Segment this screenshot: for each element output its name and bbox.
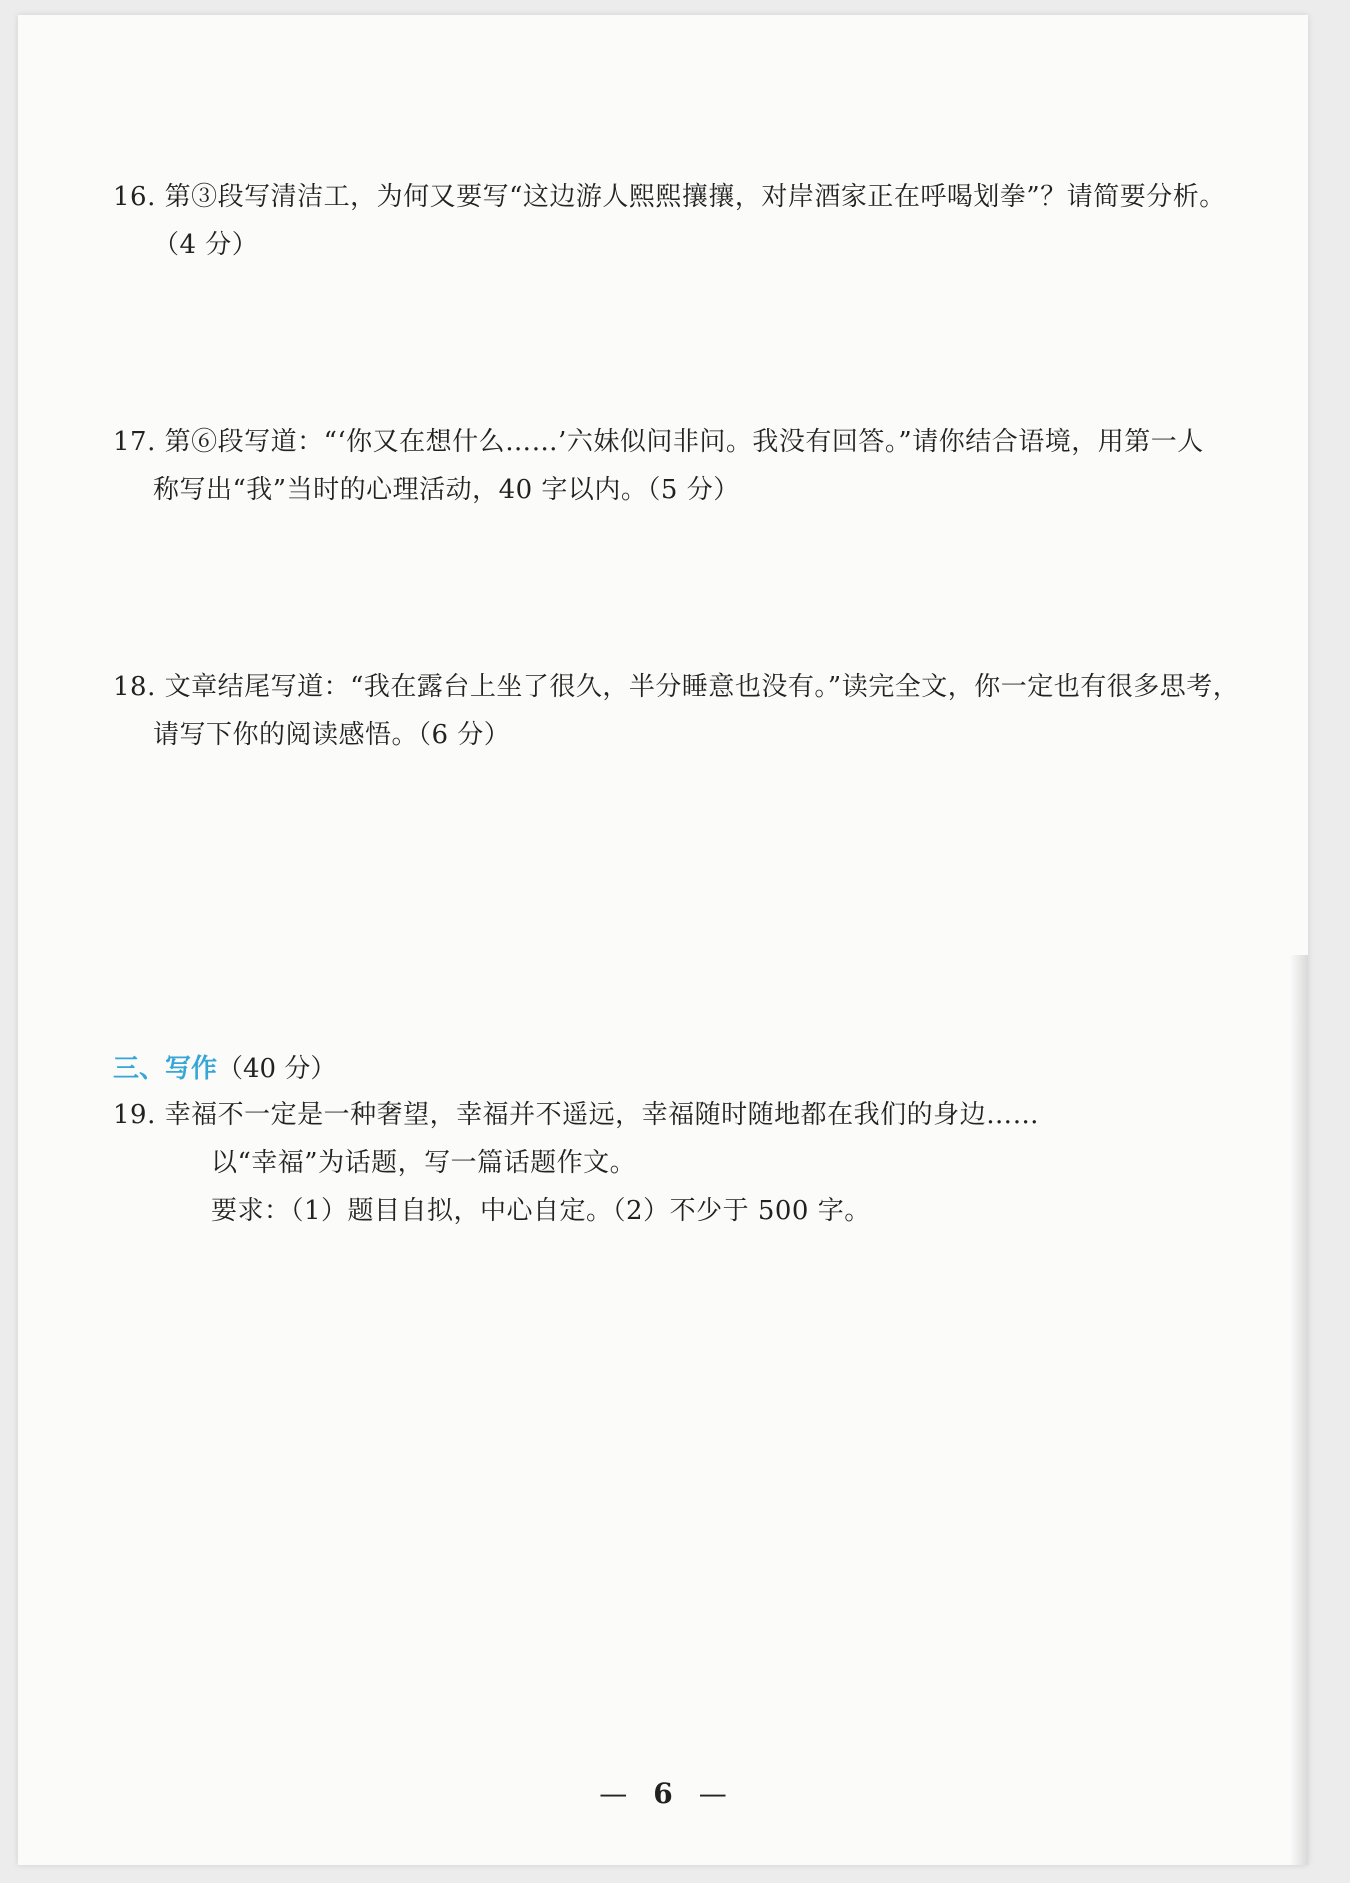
answer-space-19[interactable] — [113, 1255, 1293, 1735]
question-17-line-2: 称写出“我”当时的心理活动，40 字以内。（5 分） — [153, 475, 740, 505]
question-19 — [113, 1091, 1293, 1235]
essay-prompt: 19. 幸福不一定是一种奢望，幸福并不遥远，幸福随时随地都在我们的身边…… — [113, 1100, 1040, 1130]
question-18-line-1: 18. 文章结尾写道：“我在露台上坐了很久，半分睡意也没有。”读完全文，你一定也有很多思考， — [113, 672, 1240, 702]
essay-instruction: 以“幸福”为话题，写一篇话题作文。 — [211, 1148, 637, 1178]
question-18-line-2: 请写下你的阅读感悟。（6 分） — [153, 720, 511, 750]
question-18 — [113, 663, 1293, 759]
exam-page — [18, 15, 1308, 1865]
page-number-value: 6 — [653, 1777, 673, 1810]
question-17-line-1: 17. 第⑥段写道：“‘你又在想什么……’六妹似问非问。我没有回答。”请你结合语境，用第一人 — [113, 427, 1204, 457]
question-17 — [113, 418, 1293, 514]
question-16 — [113, 173, 1293, 269]
section-title: 三、写作 — [113, 1054, 218, 1084]
essay-requirements: 要求：（1）题目自拟，中心自定。（2）不少于 500 字。 — [211, 1196, 871, 1226]
page-number — [18, 1777, 1308, 1810]
page-number-dash-right: — — [698, 1777, 727, 1810]
section-points: （40 分） — [217, 1054, 337, 1084]
section-heading-writing — [113, 1045, 336, 1093]
page-edge-shadow — [1290, 955, 1308, 1865]
question-16-line-2: （4 分） — [153, 230, 259, 260]
question-16-line-1: 16. 第③段写清洁工，为何又要写“这边游人熙熙攘攘，对岸酒家正在呼喝划拳”？请简要分析。 — [113, 182, 1226, 212]
page-number-dash-left: — — [599, 1777, 628, 1810]
answer-space-18[interactable] — [113, 765, 1293, 935]
